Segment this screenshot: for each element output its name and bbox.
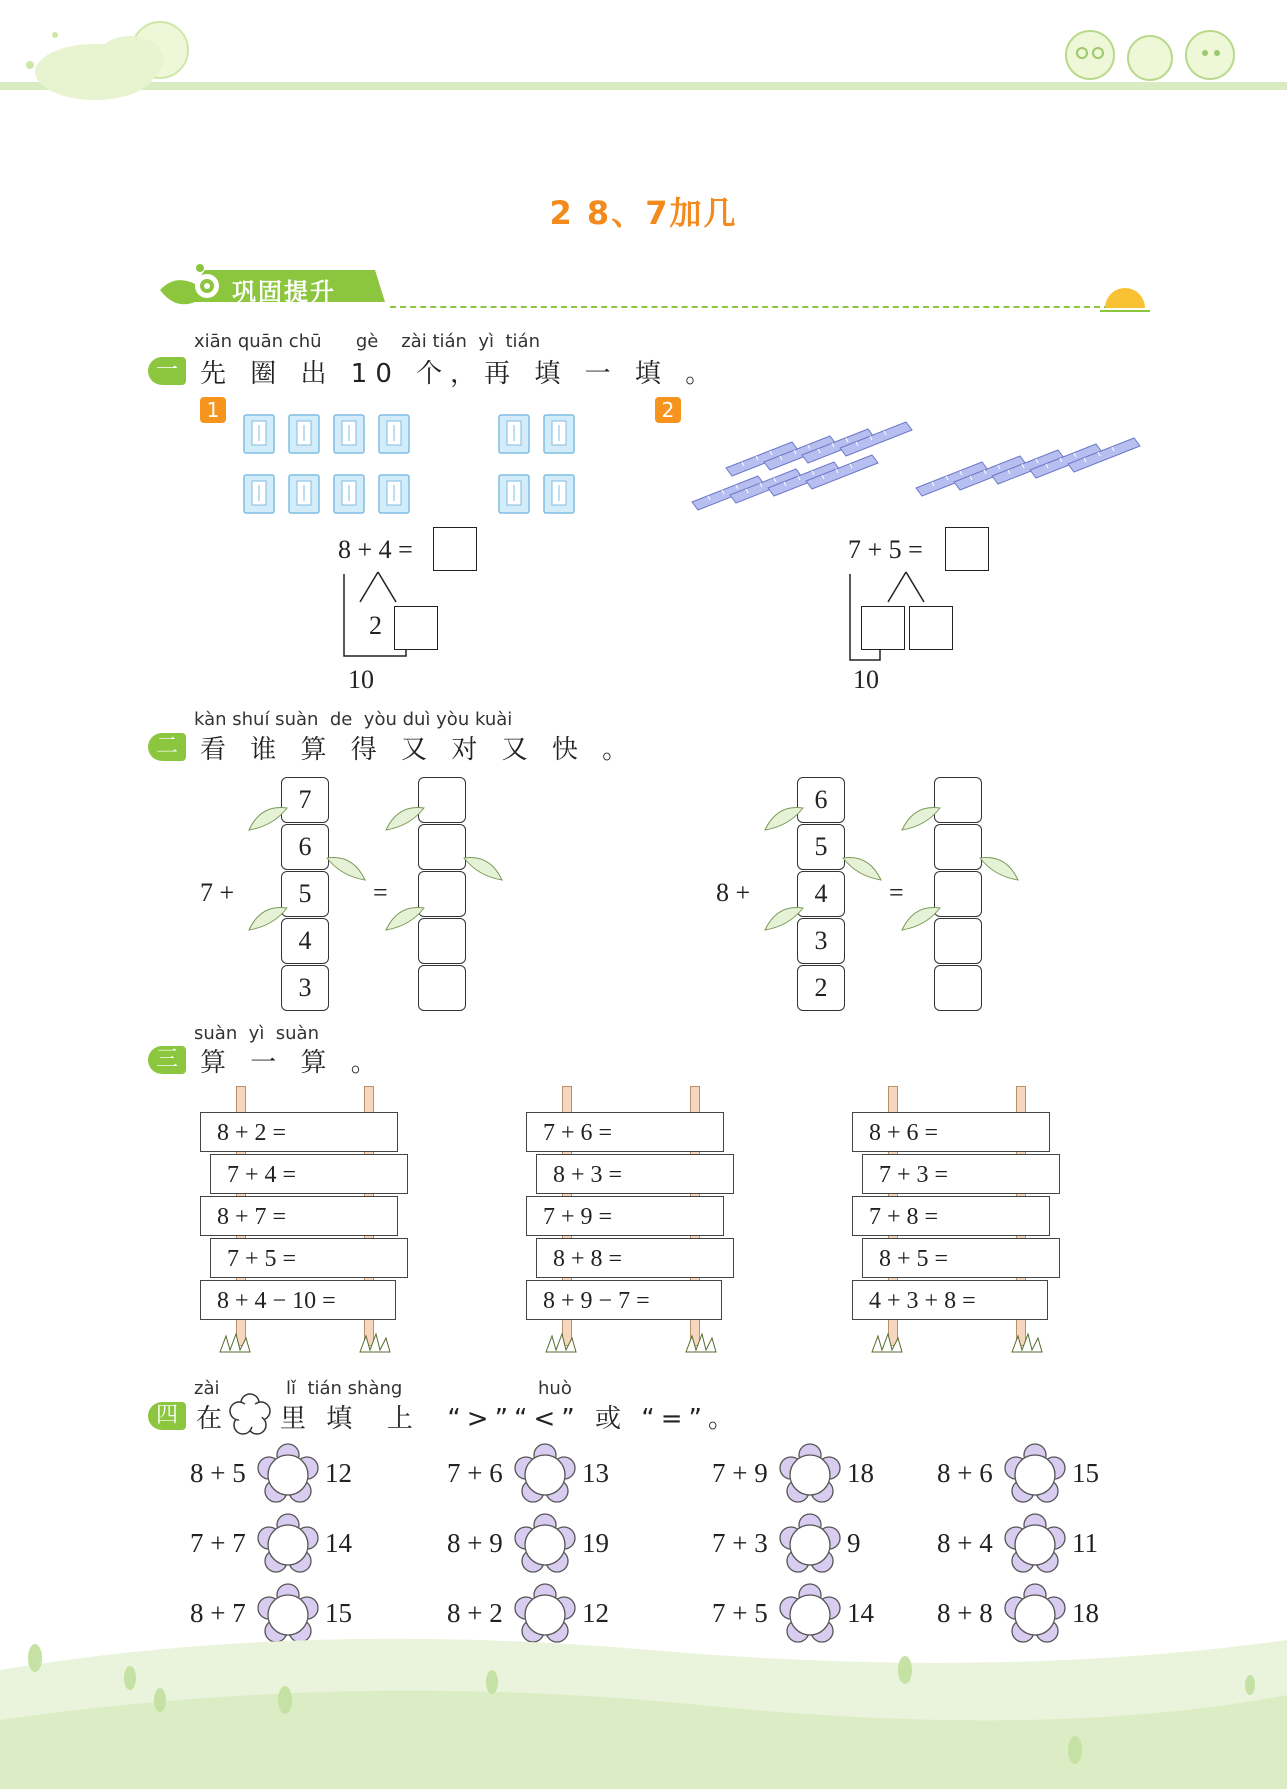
- q2-right-equals: =: [889, 878, 904, 907]
- hills-decoration: [0, 1610, 1287, 1789]
- compare-right-value: 11: [1072, 1528, 1098, 1558]
- q2-right-prefix: 8 +: [716, 878, 751, 907]
- bamboo-right-given-segment: 6: [797, 777, 845, 823]
- compare-answer-flower[interactable]: [256, 1513, 320, 1577]
- bamboo-leaf-icon: [384, 900, 428, 940]
- compare-left-expression: 8 + 5: [190, 1458, 246, 1488]
- bamboo-left-given-segment: 3: [281, 965, 329, 1011]
- bamboo-left-answer-segment[interactable]: [418, 965, 466, 1011]
- q1-sub2-split-box-2[interactable]: [909, 606, 953, 650]
- compare-left-expression: 8 + 4: [937, 1528, 993, 1558]
- bamboo-leaf-icon: [247, 800, 291, 840]
- q1-sub1-split-given: 2: [369, 611, 382, 640]
- sign-plank: 7 + 9 =: [526, 1196, 724, 1236]
- bamboo-leaf-icon: [900, 900, 944, 940]
- compare-right-value: 12: [582, 1598, 609, 1628]
- notebook-icon: [497, 413, 531, 455]
- section-banner-label: 巩固提升: [232, 278, 336, 306]
- bamboo-leaf-icon: [247, 900, 291, 940]
- compare-left-expression: 7 + 9: [712, 1458, 768, 1488]
- bamboo-left-given-segment: 7: [281, 777, 329, 823]
- q2-pinyin: kàn shuí suàn de yòu duì yòu kuài: [194, 709, 513, 730]
- sign-plank: 8 + 6 =: [852, 1112, 1050, 1152]
- notebook-icon: [497, 473, 531, 515]
- notebook-icon: [542, 413, 576, 455]
- q3-badge: 三: [148, 1046, 186, 1074]
- notebook-icon: [287, 413, 321, 455]
- compare-left-expression: 8 + 6: [937, 1458, 993, 1488]
- animal-faces-decoration: [1055, 20, 1255, 85]
- q2-left-prefix: 7 +: [200, 878, 235, 907]
- sign-plank: 8 + 4 − 10 =: [200, 1280, 396, 1320]
- sign-plank: 7 + 4 =: [210, 1154, 408, 1194]
- compare-answer-flower[interactable]: [1003, 1443, 1067, 1507]
- notebook-icon: [242, 413, 276, 455]
- notebook-icon: [377, 473, 411, 515]
- compare-left-expression: 7 + 6: [447, 1458, 503, 1488]
- sign-plank: 8 + 2 =: [200, 1112, 398, 1152]
- q2-left-equals: =: [373, 878, 388, 907]
- grass-icon: [536, 1328, 766, 1358]
- ruler-icon: [802, 451, 882, 491]
- notebook-icon: [287, 473, 321, 515]
- sign-plank: 8 + 9 − 7 =: [526, 1280, 722, 1320]
- q1-sub1-answer-box[interactable]: [433, 527, 477, 571]
- sign-plank: 7 + 5 =: [210, 1238, 408, 1278]
- bamboo-right-given-segment: 5: [797, 824, 845, 870]
- compare-right-value: 9: [847, 1528, 861, 1558]
- q3-instruction: 算 一 算 。: [200, 1048, 385, 1078]
- bamboo-leaf-icon: [384, 800, 428, 840]
- q2-badge: 二: [148, 733, 186, 761]
- compare-answer-flower[interactable]: [1003, 1513, 1067, 1577]
- bamboo-left-given-segment: 5: [281, 871, 329, 917]
- bamboo-leaf-icon: [460, 850, 504, 890]
- q1-sub2-badge: 2: [655, 397, 681, 423]
- q2-instruction: 看 谁 算 得 又 对 又 快 。: [200, 735, 637, 765]
- compare-answer-flower[interactable]: [778, 1513, 842, 1577]
- notebook-icon: [542, 473, 576, 515]
- compare-left-expression: 7 + 3: [712, 1528, 768, 1558]
- page-title: 2 8、7加几: [549, 194, 738, 232]
- compare-right-value: 15: [325, 1598, 352, 1628]
- q4-instruction-rest: 里 填 上 “>”“<” 或 “=”。: [280, 1404, 741, 1434]
- bamboo-leaf-icon: [839, 850, 883, 890]
- sign-plank: 8 + 8 =: [536, 1238, 734, 1278]
- compare-left-expression: 7 + 7: [190, 1528, 246, 1558]
- bamboo-leaf-icon: [900, 800, 944, 840]
- compare-right-value: 12: [325, 1458, 352, 1488]
- q1-sub1-equation: 8 + 4 =: [338, 535, 413, 564]
- q4-pinyin-zai: zài: [194, 1378, 220, 1399]
- bamboo-right-given-segment: 2: [797, 965, 845, 1011]
- q1-sub2-ten: 10: [853, 665, 879, 694]
- compare-right-value: 14: [325, 1528, 352, 1558]
- compare-right-value: 18: [1072, 1598, 1099, 1628]
- notebook-icon: [242, 473, 276, 515]
- q1-sub1-split-box[interactable]: [394, 606, 438, 650]
- q1-instruction: 先 圈 出 10 个，再 填 一 填 。: [200, 359, 720, 389]
- q4-instruction-zai: 在: [196, 1404, 231, 1434]
- notebook-icon: [332, 473, 366, 515]
- q1-sub1-ten: 10: [348, 665, 374, 694]
- compare-answer-flower[interactable]: [513, 1443, 577, 1507]
- flower-icon: [228, 1393, 272, 1437]
- q1-sub2-split-box-1[interactable]: [861, 606, 905, 650]
- bamboo-leaf-icon: [763, 900, 807, 940]
- bamboo-left-given-segment: 6: [281, 824, 329, 870]
- compare-left-expression: 8 + 8: [937, 1598, 993, 1628]
- compare-answer-flower[interactable]: [513, 1513, 577, 1577]
- bamboo-leaf-icon: [323, 850, 367, 890]
- compare-right-value: 19: [582, 1528, 609, 1558]
- q1-sub2-equation: 7 + 5 =: [848, 535, 923, 564]
- sign-plank: 7 + 6 =: [526, 1112, 724, 1152]
- sun-icon: [1100, 288, 1150, 318]
- ruler-icon: [1064, 434, 1144, 474]
- q4-pinyin-rest: lǐ tián shàng: [286, 1378, 403, 1399]
- sign-plank: 7 + 3 =: [862, 1154, 1060, 1194]
- q4-pinyin-huo: huò: [538, 1378, 572, 1399]
- bamboo-left-given-segment: 4: [281, 918, 329, 964]
- compare-left-expression: 8 + 7: [190, 1598, 246, 1628]
- sign-plank: 4 + 3 + 8 =: [852, 1280, 1048, 1320]
- compare-left-expression: 8 + 2: [447, 1598, 503, 1628]
- compare-answer-flower[interactable]: [778, 1443, 842, 1507]
- cloud-sun-decoration: [0, 0, 220, 120]
- bamboo-right-answer-segment[interactable]: [934, 965, 982, 1011]
- compare-right-value: 14: [847, 1598, 874, 1628]
- q1-sub2-answer-box[interactable]: [945, 527, 989, 571]
- q1-pinyin: xiān quān chū gè zài tián yì tián: [194, 331, 540, 352]
- notebook-icon: [332, 413, 366, 455]
- dashed-divider: [390, 306, 1110, 308]
- bamboo-leaf-icon: [976, 850, 1020, 890]
- q3-pinyin: suàn yì suàn: [194, 1023, 319, 1044]
- grass-icon: [862, 1328, 1092, 1358]
- sign-plank: 8 + 7 =: [200, 1196, 398, 1236]
- sign-plank: 8 + 3 =: [536, 1154, 734, 1194]
- q4-badge: 四: [148, 1402, 186, 1430]
- q1-badge: 一: [148, 357, 186, 385]
- compare-right-value: 18: [847, 1458, 874, 1488]
- sign-plank: 8 + 5 =: [862, 1238, 1060, 1278]
- grass-icon: [210, 1328, 440, 1358]
- bamboo-right-given-segment: 3: [797, 918, 845, 964]
- bamboo-leaf-icon: [763, 800, 807, 840]
- compare-right-value: 13: [582, 1458, 609, 1488]
- compare-right-value: 15: [1072, 1458, 1099, 1488]
- compare-answer-flower[interactable]: [256, 1443, 320, 1507]
- bamboo-right-given-segment: 4: [797, 871, 845, 917]
- sign-plank: 7 + 8 =: [852, 1196, 1050, 1236]
- compare-left-expression: 8 + 9: [447, 1528, 503, 1558]
- q1-sub1-badge: 1: [200, 397, 226, 423]
- compare-left-expression: 7 + 5: [712, 1598, 768, 1628]
- notebook-icon: [377, 413, 411, 455]
